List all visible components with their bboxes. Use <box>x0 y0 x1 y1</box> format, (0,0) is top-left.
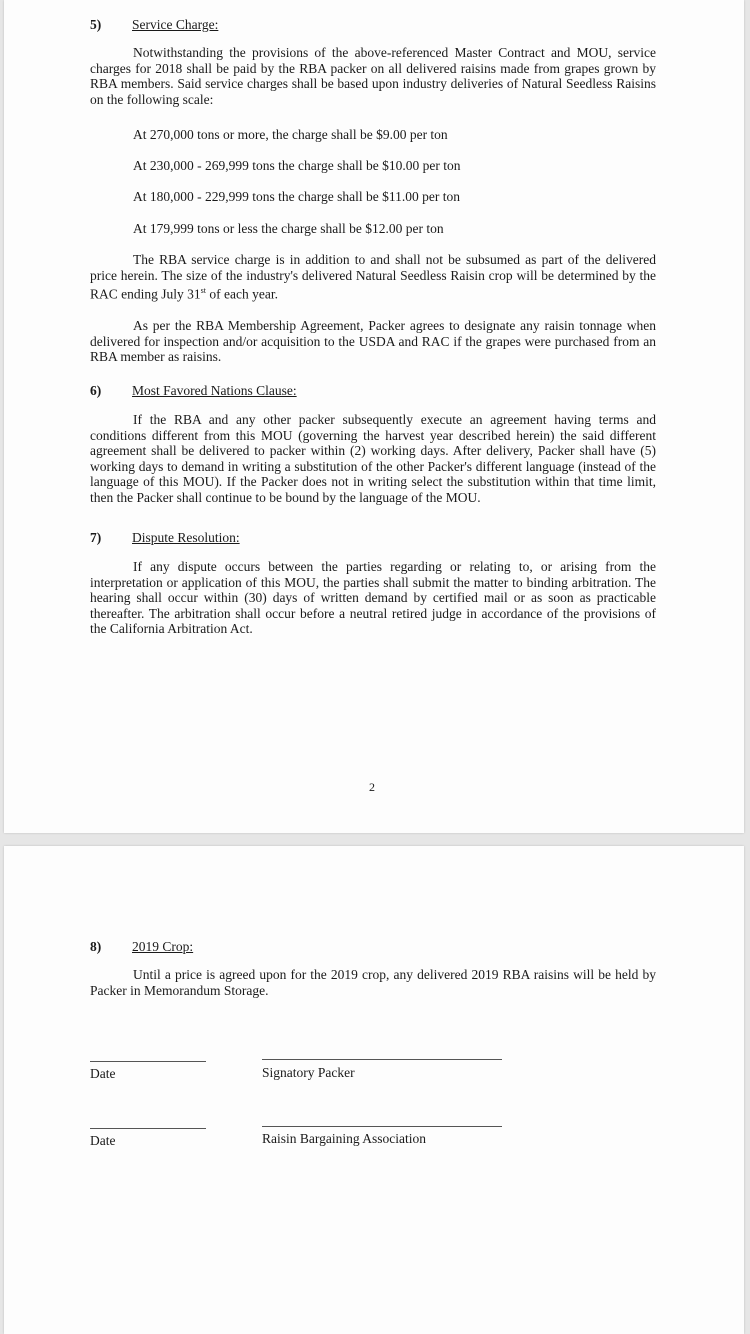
signatory-packer-label: Signatory Packer <box>262 1065 355 1080</box>
date-label-2: Date <box>90 1133 116 1148</box>
section-6-number: 6) <box>90 383 102 398</box>
document-page-2 <box>4 846 744 1334</box>
section-5-para-3: As per the RBA Membership Agreement, Packer agrees to designate any raisin tonnage when delivered for inspection and/or acquisition to the USDA and RAC if the grapes were purchased from an RBA member as raisins. <box>90 318 656 365</box>
date-label-1: Date <box>90 1066 116 1081</box>
section-8-number: 8) <box>90 939 102 954</box>
section-7-body: If any dispute occurs between the parties regarding or relating to, or arising from the interpretation or application of this MOU, the parties shall submit the matter to binding arbitration. The hearing shall occur within (30) days of written demand by certified mail or as soon as practicable thereafter. The arbitration shall occur before a neutral retired judge in accordance of the provisions of the California Arbitration Act. <box>90 559 656 637</box>
section-6-heading: Most Favored Nations Clause: <box>132 383 297 398</box>
association-signature-line <box>262 1126 502 1127</box>
section-5-para-2 <box>90 252 656 302</box>
page-number: 2 <box>369 780 375 794</box>
section-5-para-2-text: The RBA service charge is in addition to and shall not be subsumed as part of the delivered price herein. The size of the industry's delivered Natural Seedless Raisin crop will be determined by the RAC ending July 31 <box>90 252 656 302</box>
scale-line-2: At 230,000 - 269,999 tons the charge shall be $10.00 per ton <box>133 158 461 173</box>
document-page-1 <box>4 0 744 833</box>
section-5-intro: Notwithstanding the provisions of the above-referenced Master Contract and MOU, service charges for 2018 shall be paid by the RBA packer on all delivered raisins made from grapes grown by RBA members. Said service charges shall be based upon industry deliveries of Natural Seedless Raisins on the following scale: <box>90 45 656 107</box>
section-5-number: 5) <box>90 17 102 32</box>
section-8-body: Until a price is agreed upon for the 2019 crop, any delivered 2019 RBA raisins will be held by Packer in Memorandum Storage. <box>90 967 656 998</box>
section-6-body: If the RBA and any other packer subsequently execute an agreement having terms and conditions different from this MOU (governing the harvest year described herein) the said different agreement shall be delivered to packer within (2) working days. After delivery, Packer shall have (5) working days to demand in writing a substitution of the other Packer's different language (instead of the language of this MOU). If the Packer does not in writing select the substitution within that time limit, then the Packer shall continue to be bound by the language of the MOU. <box>90 412 656 505</box>
scale-line-3: At 180,000 - 229,999 tons the charge shall be $11.00 per ton <box>133 189 460 204</box>
packer-signature-line <box>262 1059 502 1060</box>
association-label: Raisin Bargaining Association <box>262 1131 426 1146</box>
date-signature-line-1 <box>90 1061 206 1062</box>
ordinal-suffix: st <box>200 286 206 296</box>
scale-line-1: At 270,000 tons or more, the charge shall be $9.00 per ton <box>133 127 448 142</box>
section-7-number: 7) <box>90 530 102 545</box>
section-5-heading: Service Charge: <box>132 17 219 32</box>
section-5-para-2-tail: of each year. <box>205 286 278 302</box>
section-7-heading: Dispute Resolution: <box>132 530 240 545</box>
date-signature-line-2 <box>90 1128 206 1129</box>
section-8-heading: 2019 Crop: <box>132 939 194 954</box>
scale-line-4: At 179,999 tons or less the charge shall be $12.00 per ton <box>133 221 444 236</box>
